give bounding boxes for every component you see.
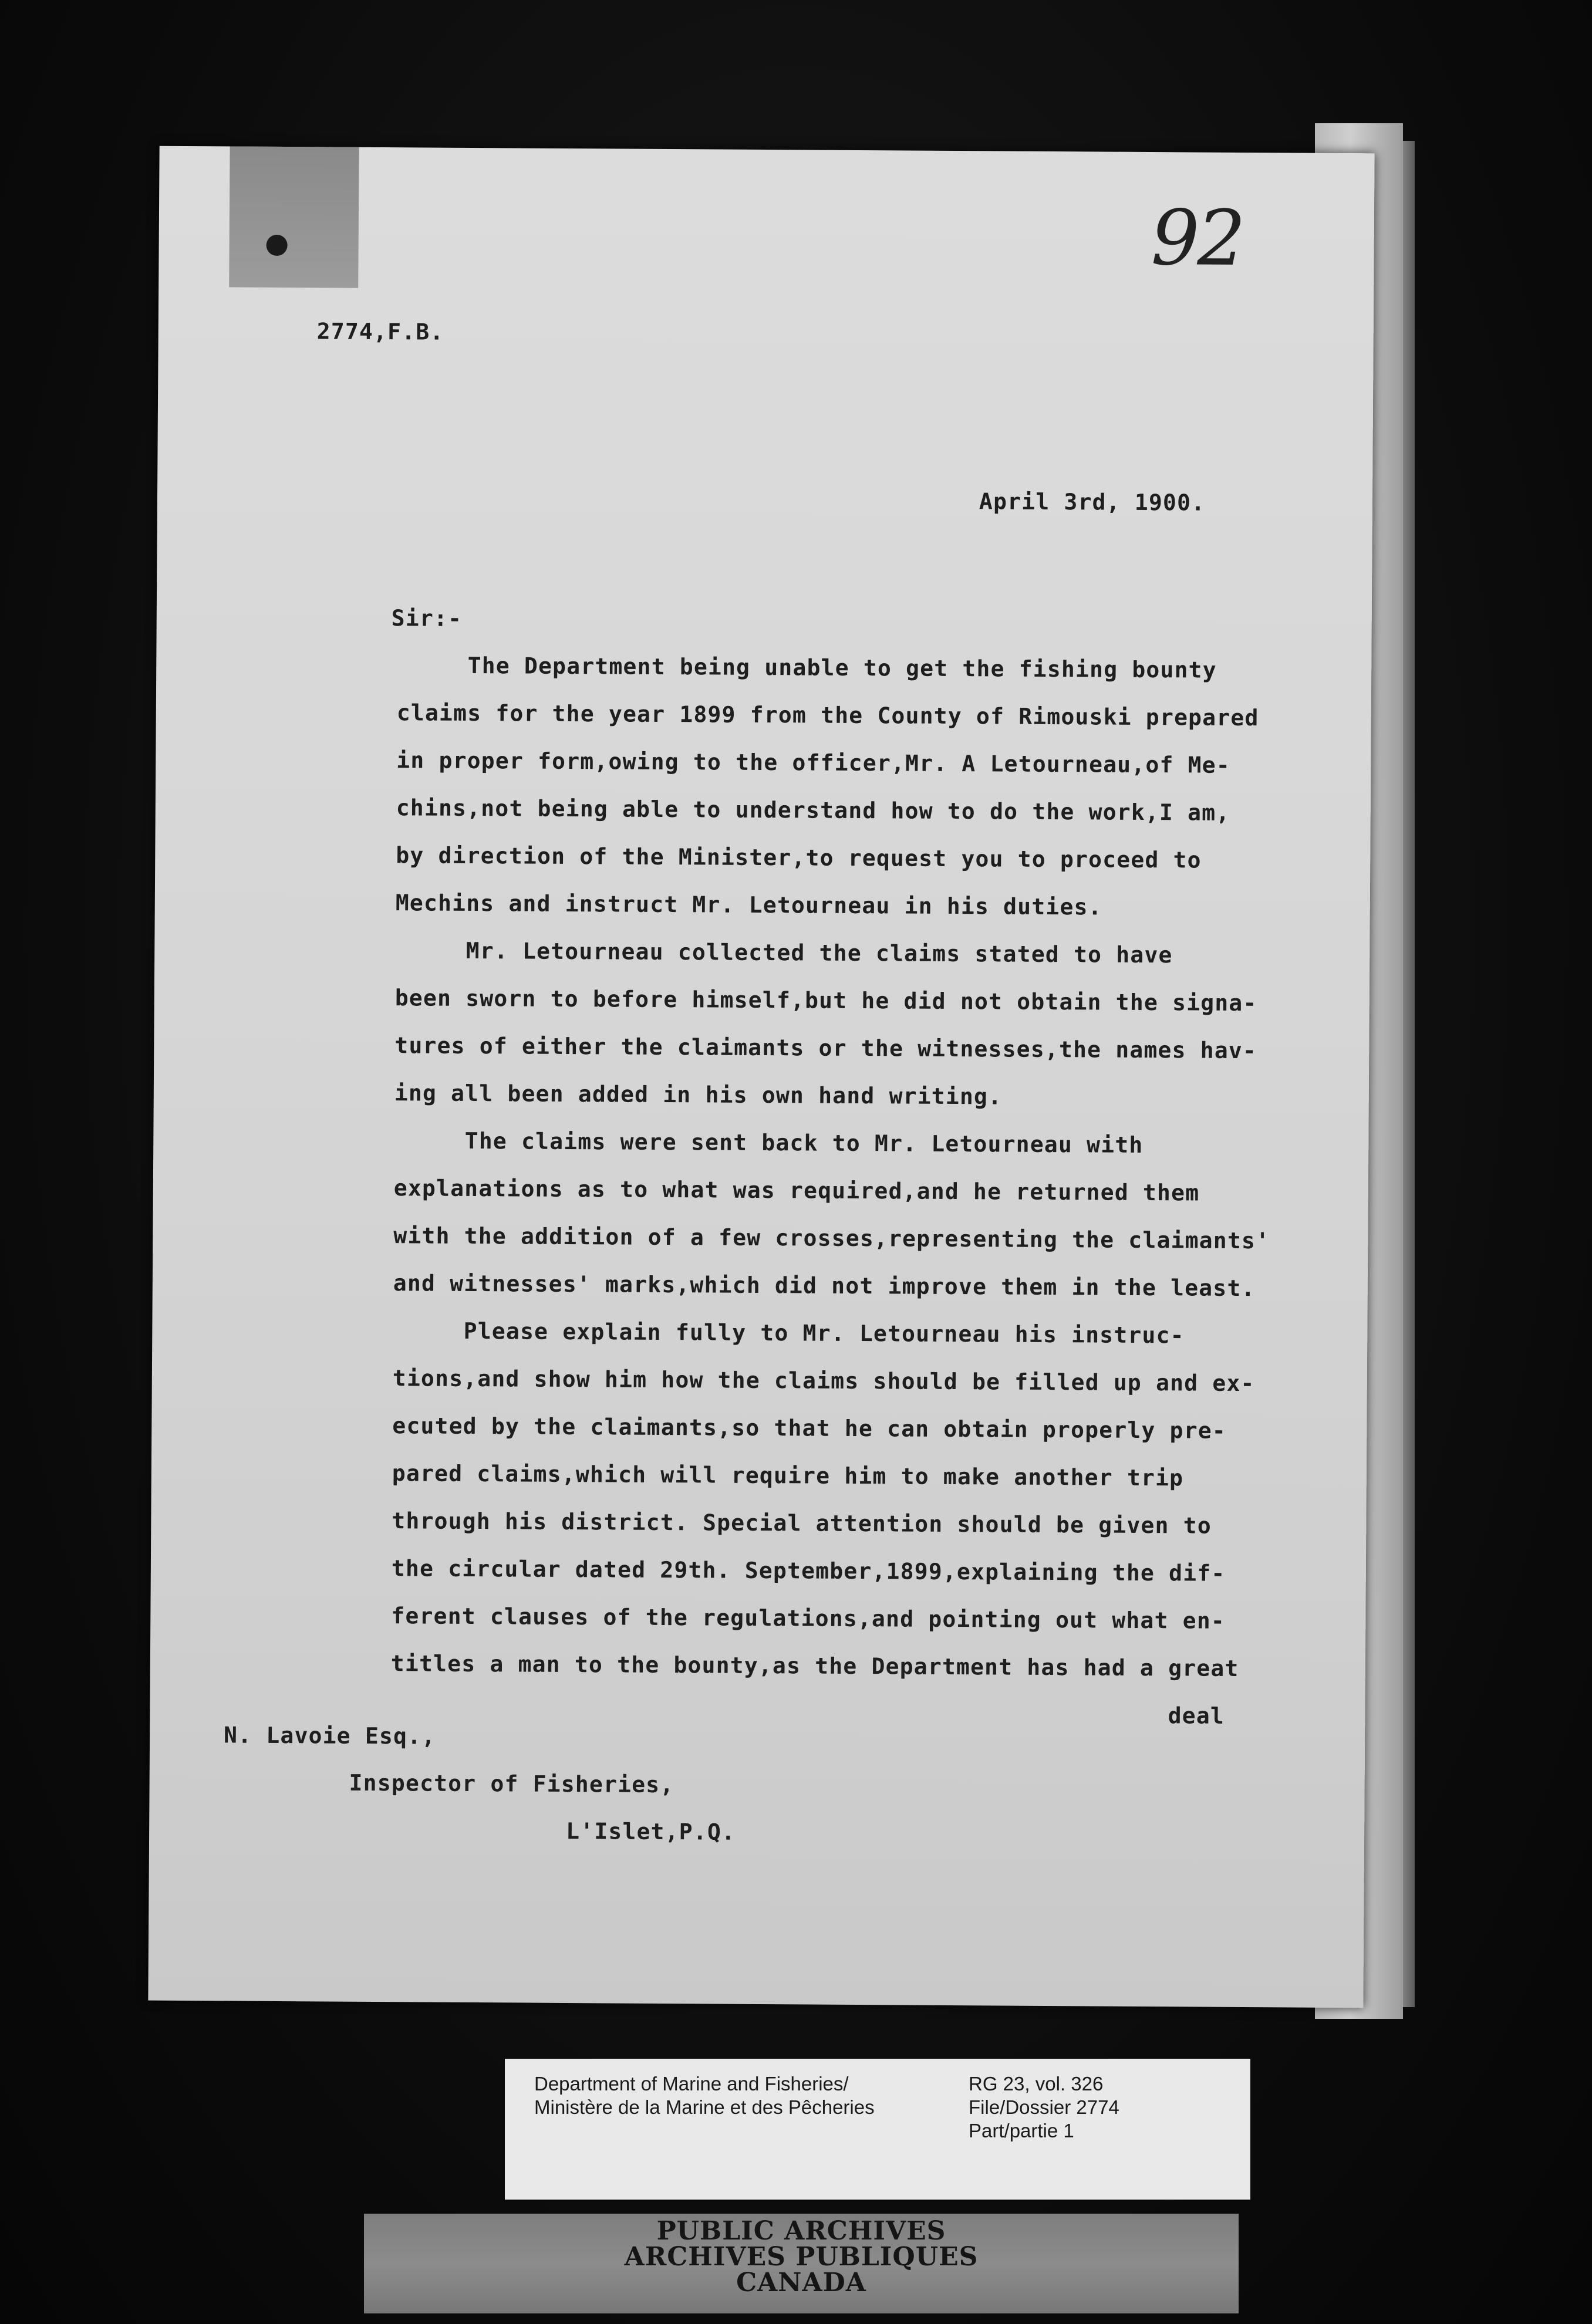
stamp-line-1: PUBLIC ARCHIVES (656, 2216, 946, 2246)
body-line: ferent clauses of the regulations,and pointing out what en- (391, 1603, 1226, 1634)
public-archives-stamp (364, 2214, 1239, 2313)
body-line: tures of either the claimants or the witnesses,the names hav- (394, 1032, 1257, 1064)
body-line: The claims were sent back to Mr. Letourneau with (394, 1127, 1144, 1158)
binding-tab (229, 146, 359, 288)
addressee-title: Inspector of Fisheries, (349, 1769, 674, 1798)
body-line: by direction of the Minister,to request you to proceed to (396, 842, 1202, 873)
body-line: pared claims,which will require him to make another trip (392, 1460, 1184, 1491)
body-line: The Department being unable to get the fishing bounty (397, 652, 1217, 683)
body-line: with the addition of a few crosses,representing the claimants' (393, 1222, 1270, 1254)
stamp-line-2: ARCHIVES PUBLIQUES (624, 2242, 979, 2272)
body-line: through his district. Special attention should be given to (392, 1508, 1212, 1539)
body-line: deal (390, 1698, 1225, 1729)
body-line: Please explain fully to Mr. Letourneau his instruc- (393, 1318, 1185, 1349)
handwritten-page-number: 92 (1151, 193, 1244, 283)
body-line: and witnesses' marks,which did not improve them in the least. (393, 1270, 1256, 1302)
caption-part: Part/partie 1 (969, 2120, 1074, 2141)
caption-file: File/Dossier 2774 (969, 2096, 1119, 2118)
addressee-location: L'Islet,P.Q. (566, 1818, 736, 1845)
body-line: ecuted by the claimants,so that he can obtain properly pre- (392, 1413, 1227, 1444)
file-reference: 2774,F.B. (316, 318, 444, 345)
stamp-line-3: CANADA (736, 2268, 866, 2298)
body-line: been sworn to before himself,but he did not obtain the signa- (394, 985, 1257, 1016)
caption-record-group: RG 23, vol. 326 (969, 2073, 1104, 2095)
body-line: Mechins and instruct Mr. Letourneau in his duties. (395, 890, 1102, 920)
body-line: claims for the year 1899 from the County of Rimouski prepared (396, 700, 1259, 731)
body-line: titles a man to the bounty,as the Department has had a great (390, 1650, 1239, 1681)
body-line: explanations as to what was required,and he returned them (393, 1175, 1200, 1206)
body-line: the circular dated 29th. September,1899,explaining the dif- (391, 1555, 1226, 1586)
punch-hole (267, 235, 288, 256)
body-line: ing all been added in his own hand writing. (394, 1080, 1003, 1110)
body-line: Mr. Letourneau collected the claims stated to have (395, 937, 1173, 968)
salutation: Sir:- (391, 605, 463, 631)
letter-date: April 3rd, 1900. (979, 488, 1206, 516)
caption-department-fr: Ministère de la Marine et des Pêcheries (534, 2096, 875, 2118)
archive-caption-card (505, 2059, 1250, 2200)
letter-page (148, 146, 1374, 2008)
body-line: in proper form,owing to the officer,Mr. A Letourneau,of Me- (396, 747, 1231, 778)
addressee-name: N. Lavoie Esq., (223, 1722, 436, 1749)
caption-department-en: Department of Marine and Fisheries/ (534, 2073, 849, 2095)
body-line: chins,not being able to understand how to do the work,I am, (396, 795, 1230, 826)
body-line: tions,and show him how the claims should be filled up and ex- (392, 1365, 1255, 1397)
